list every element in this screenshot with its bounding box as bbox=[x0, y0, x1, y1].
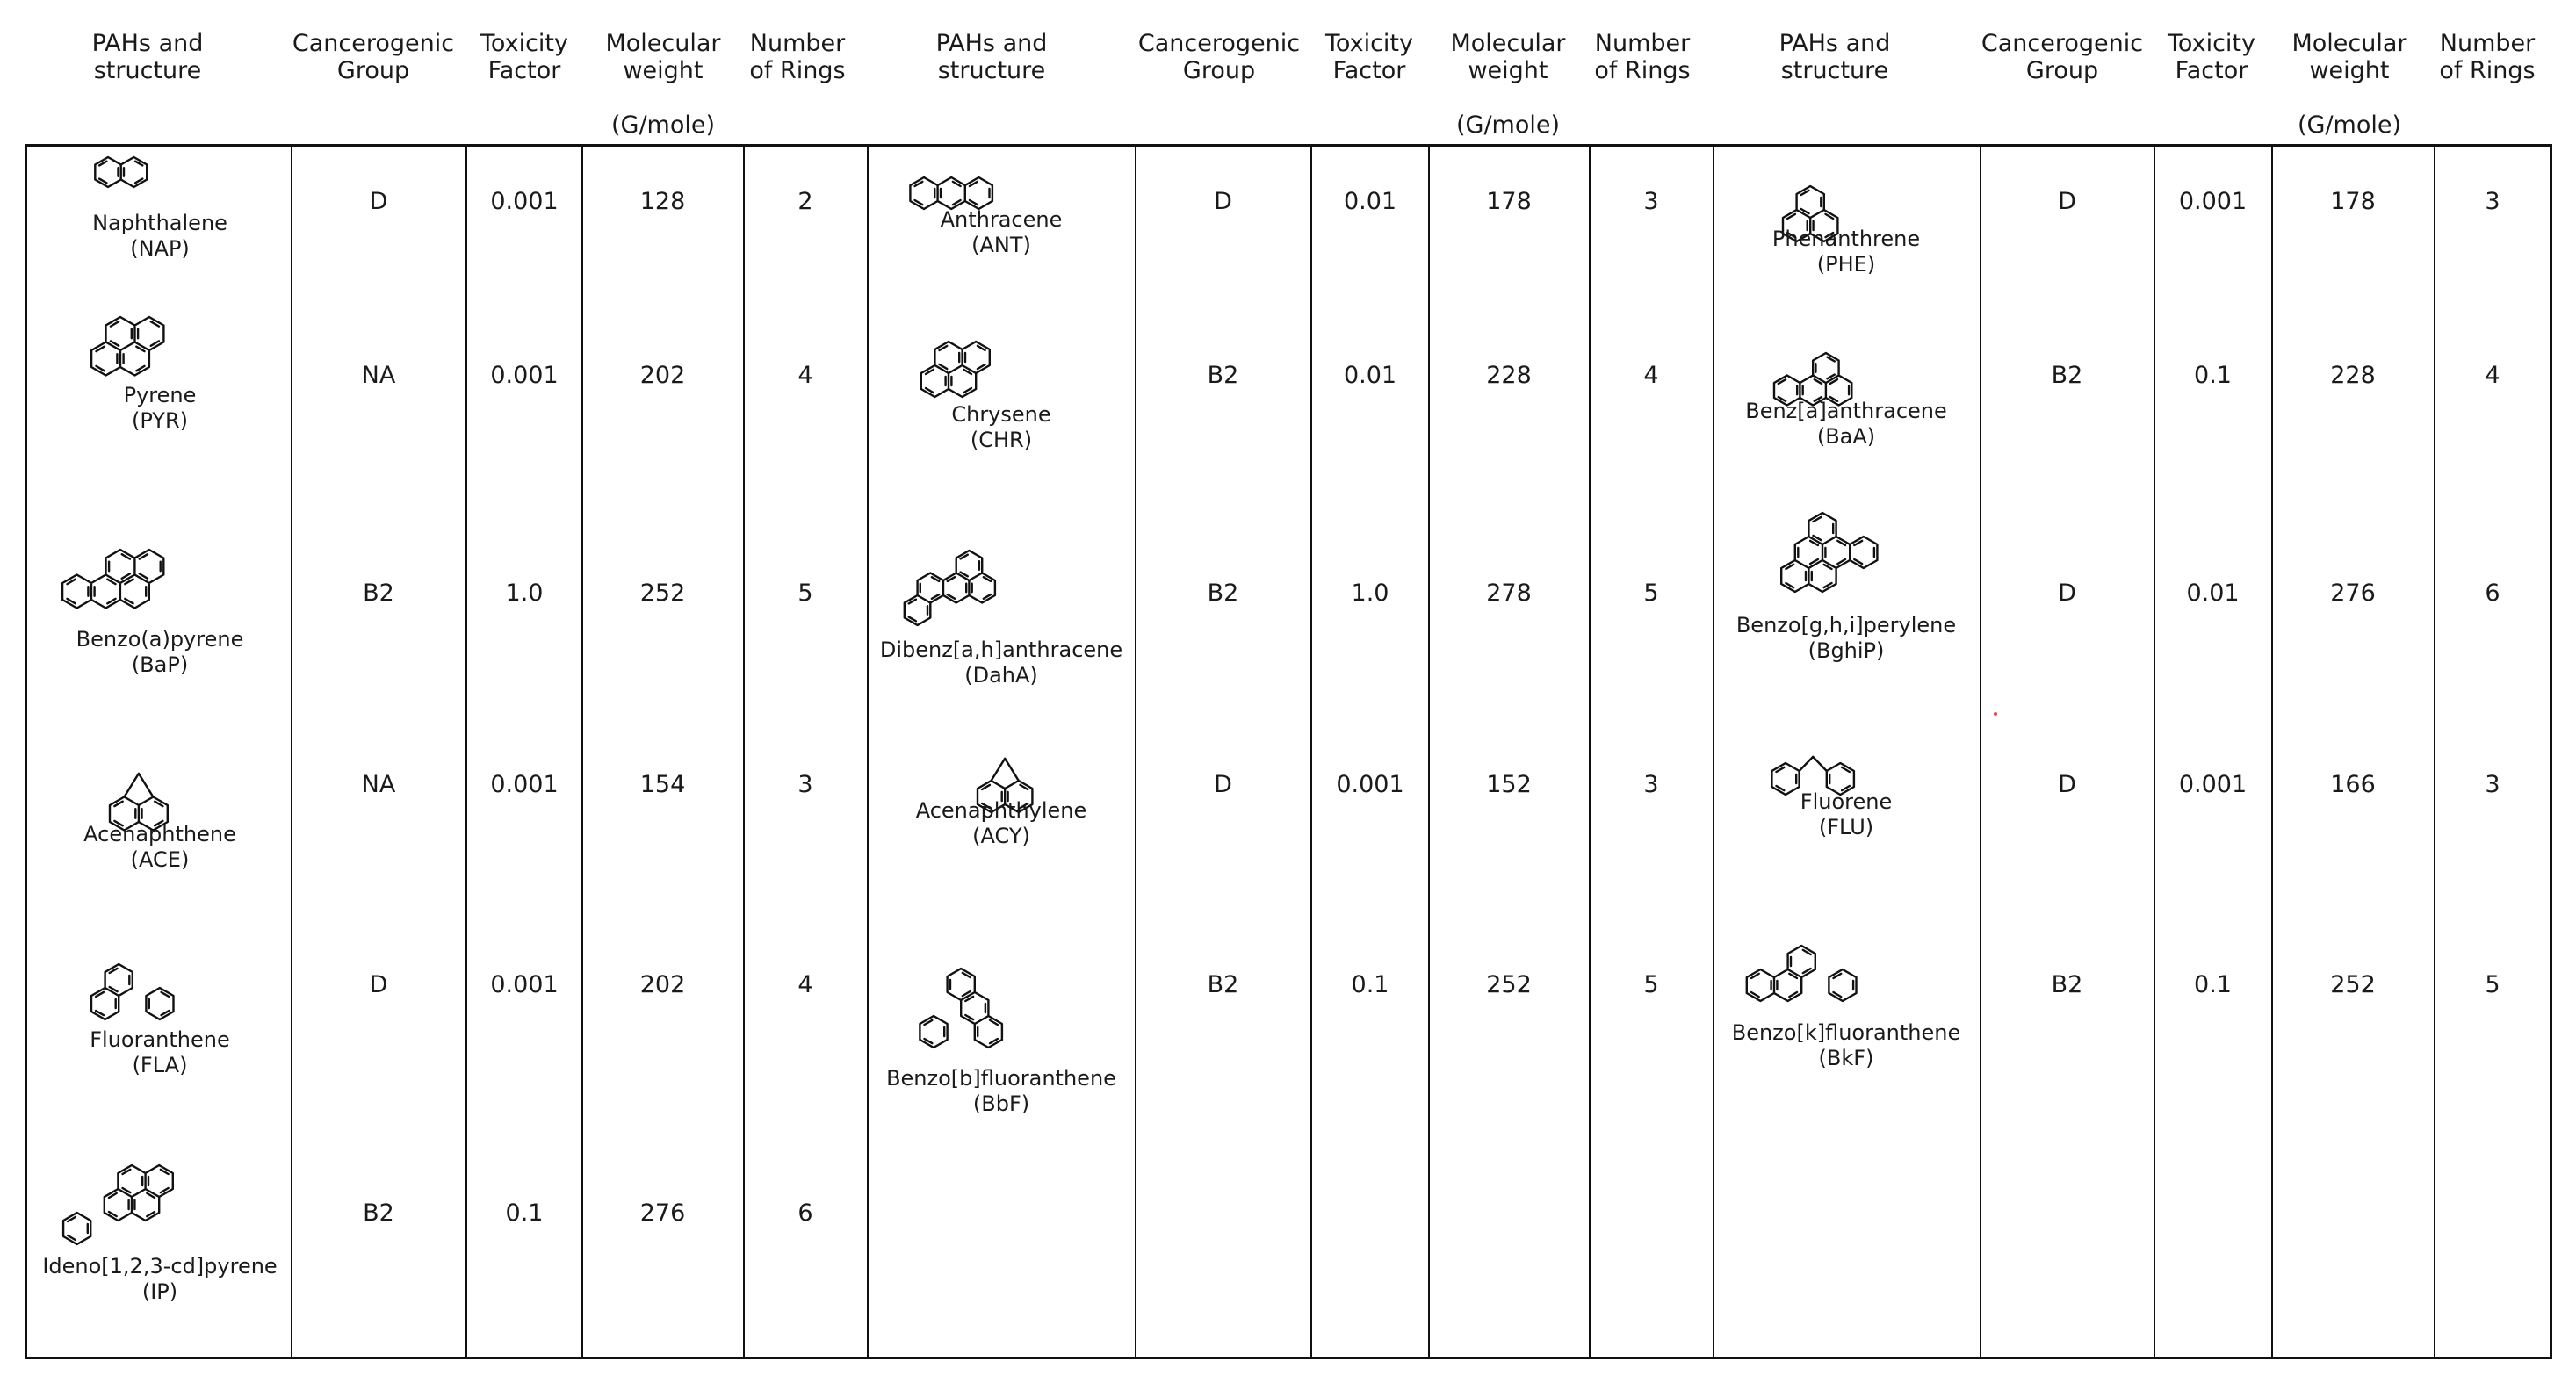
header-text: Group bbox=[1182, 57, 1256, 84]
header-text: Toxicity bbox=[480, 30, 568, 57]
column-divider bbox=[1135, 144, 1136, 1359]
compound-name-label bbox=[869, 207, 1133, 258]
toxicity-factor-cell: 0.1 bbox=[505, 1199, 544, 1227]
fluoranthene-structure-icon bbox=[91, 980, 100, 989]
header-text: of Rings bbox=[2439, 57, 2536, 84]
column-divider bbox=[2271, 144, 2273, 1359]
pyrene-structure-icon bbox=[120, 334, 129, 342]
molecular-weight-cell: 278 bbox=[1486, 580, 1532, 607]
compound-abbreviation: (BghiP) bbox=[1808, 638, 1885, 663]
column-divider bbox=[1589, 144, 1591, 1359]
ring-count-cell: 5 bbox=[797, 580, 813, 607]
header-text: Number bbox=[2439, 30, 2536, 57]
molecular-weight-cell: 276 bbox=[639, 1199, 686, 1227]
header-text: weight bbox=[2309, 57, 2390, 84]
toxicity-factor-cell: 0.001 bbox=[490, 362, 559, 389]
cancerogenic-group-cell: D bbox=[1214, 188, 1232, 215]
compound-name: Benzo(a)pyrene bbox=[76, 627, 244, 652]
toxicity-factor-cell: 0.01 bbox=[1343, 188, 1397, 215]
header-text: Number bbox=[749, 30, 846, 57]
ring-count-cell: 4 bbox=[1643, 362, 1659, 389]
ring-count-cell: 5 bbox=[2485, 971, 2500, 998]
header-text: Molecular bbox=[1450, 30, 1566, 57]
header-text: Toxicity bbox=[2168, 30, 2255, 57]
toxicity-factor-cell: 0.001 bbox=[490, 188, 559, 215]
header-pahs bbox=[42, 30, 253, 84]
toxicity-factor-cell: 0.001 bbox=[490, 771, 559, 798]
ring-count-cell: 4 bbox=[2485, 362, 2500, 389]
compound-abbreviation: (PYR) bbox=[131, 408, 188, 433]
column-divider bbox=[581, 144, 583, 1359]
benzo-ghi-perylene-structure-icon bbox=[1822, 529, 1831, 537]
header-text: Factor bbox=[1332, 57, 1406, 84]
compound-name-label bbox=[1714, 227, 1978, 277]
molecular-weight-cell: 178 bbox=[2330, 188, 2376, 215]
phenanthrene-structure-icon bbox=[1783, 202, 1792, 211]
compound-name-label bbox=[37, 383, 283, 434]
header-toxicity bbox=[2154, 30, 2269, 84]
acenaphthene-structure-icon bbox=[110, 789, 119, 797]
ring-count-cell: 3 bbox=[1643, 188, 1659, 215]
toxicity-factor-cell: 0.001 bbox=[2178, 188, 2248, 215]
toxicity-factor-cell: 0.001 bbox=[490, 971, 559, 998]
ring-count-cell: 6 bbox=[797, 1199, 813, 1227]
cancerogenic-group-cell: NA bbox=[361, 362, 396, 389]
benz-a-anthracene-structure-icon bbox=[1774, 368, 1783, 377]
toxicity-factor-cell: 1.0 bbox=[505, 580, 544, 607]
column-divider bbox=[1310, 144, 1312, 1359]
header-rings bbox=[1585, 30, 1699, 84]
header-toxicity bbox=[1312, 30, 1426, 84]
header-text: PAHs and bbox=[91, 30, 204, 57]
header-group bbox=[1136, 30, 1302, 84]
header-mw bbox=[584, 30, 742, 84]
toxicity-factor-cell: 0.1 bbox=[2194, 362, 2232, 389]
compound-abbreviation: (BaP) bbox=[131, 652, 189, 677]
stray-mark bbox=[1994, 712, 1997, 716]
toxicity-factor-cell: 0.001 bbox=[1336, 771, 1404, 798]
header-text: of Rings bbox=[1594, 57, 1691, 84]
toxicity-factor-cell: 1.0 bbox=[1351, 580, 1389, 607]
cancerogenic-group-cell: D bbox=[2058, 580, 2076, 607]
cancerogenic-group-cell: B2 bbox=[2051, 971, 2083, 998]
fluorene-structure-icon bbox=[1786, 779, 1794, 788]
header-text: Group bbox=[336, 57, 410, 84]
compound-name-label bbox=[869, 1066, 1133, 1117]
column-divider bbox=[465, 144, 467, 1359]
header-toxicity bbox=[467, 30, 581, 84]
compound-name-label bbox=[37, 1027, 283, 1078]
compound-name: Fluoranthene bbox=[90, 1027, 230, 1052]
header-text: Cancerogenic bbox=[292, 30, 455, 57]
column-divider bbox=[1428, 144, 1430, 1359]
compound-name-label bbox=[37, 211, 283, 262]
molecular-weight-cell: 178 bbox=[1486, 188, 1532, 215]
header-text: PAHs and bbox=[935, 30, 1048, 57]
molecular-weight-cell: 252 bbox=[639, 580, 686, 607]
cancerogenic-group-cell: B2 bbox=[1207, 362, 1239, 389]
column-divider bbox=[1713, 144, 1714, 1359]
ring-count-cell: 4 bbox=[797, 971, 813, 998]
compound-name-label bbox=[1714, 399, 1978, 450]
header-pahs bbox=[886, 30, 1097, 84]
header-pahs bbox=[1729, 30, 1940, 84]
cancerogenic-group-cell: B2 bbox=[1207, 971, 1239, 998]
header-rings bbox=[740, 30, 855, 84]
compound-name: Acenaphthylene bbox=[915, 798, 1087, 823]
header-text: weight bbox=[623, 57, 704, 84]
header-text: Toxicity bbox=[1325, 30, 1413, 57]
compound-name-label bbox=[1714, 613, 1978, 664]
compound-abbreviation: (IP) bbox=[141, 1279, 178, 1304]
header-text: Cancerogenic bbox=[1137, 30, 1301, 57]
compound-abbreviation: (BkF) bbox=[1818, 1046, 1874, 1070]
molecular-weight-cell: 128 bbox=[639, 188, 686, 215]
ring-count-cell: 5 bbox=[1643, 971, 1659, 998]
compound-name-label bbox=[869, 402, 1133, 453]
acenaphthylene-structure-icon bbox=[978, 773, 986, 782]
header-mw bbox=[2270, 30, 2428, 84]
naphthalene-structure-icon bbox=[108, 172, 117, 181]
header-text: Factor bbox=[487, 57, 561, 84]
column-divider bbox=[743, 144, 745, 1359]
chrysene-structure-icon bbox=[949, 357, 957, 366]
compound-abbreviation: (DahA) bbox=[964, 663, 1038, 688]
cancerogenic-group-cell: NA bbox=[361, 771, 396, 798]
molecular-weight-cell: 202 bbox=[639, 971, 686, 998]
column-divider bbox=[1980, 144, 1981, 1359]
cancerogenic-group-cell: D bbox=[2058, 771, 2076, 798]
ring-count-cell: 4 bbox=[797, 362, 813, 389]
header-text: Molecular bbox=[2291, 30, 2407, 57]
toxicity-factor-cell: 0.01 bbox=[2186, 580, 2240, 607]
cancerogenic-group-cell: D bbox=[369, 188, 388, 215]
compound-abbreviation: (FLA) bbox=[132, 1053, 188, 1077]
header-mw bbox=[1429, 30, 1587, 84]
anthracene-structure-icon bbox=[924, 193, 933, 202]
molecular-weight-cell: 252 bbox=[1486, 971, 1532, 998]
molecular-weight-cell: 154 bbox=[639, 771, 686, 798]
compound-name-label bbox=[869, 637, 1133, 688]
compound-abbreviation: (NAP) bbox=[130, 236, 190, 261]
header-group bbox=[290, 30, 457, 84]
compound-name: Dibenz[a,h]anthracene bbox=[879, 637, 1123, 662]
compound-name: Chrysene bbox=[951, 402, 1051, 427]
column-divider bbox=[291, 144, 292, 1359]
cancerogenic-group-cell: D bbox=[1214, 771, 1232, 798]
compound-name: Benzo[k]fluoranthene bbox=[1731, 1020, 1961, 1045]
column-divider bbox=[2434, 144, 2435, 1359]
header-mw-unit: (G/mole) bbox=[610, 112, 716, 139]
header-text: PAHs and bbox=[1779, 30, 1891, 57]
compound-name-label bbox=[37, 627, 283, 678]
column-divider bbox=[2154, 144, 2155, 1359]
toxicity-factor-cell: 0.01 bbox=[1343, 362, 1397, 389]
header-text: Group bbox=[2025, 57, 2099, 84]
compound-name-label bbox=[869, 798, 1133, 849]
compound-abbreviation: (CHR) bbox=[970, 428, 1033, 452]
compound-abbreviation: (ANT) bbox=[971, 233, 1031, 257]
compound-name: Benzo[g,h,i]perylene bbox=[1735, 613, 1957, 637]
ring-count-cell: 3 bbox=[2485, 771, 2500, 798]
compound-name: Ideno[1,2,3-cd]pyrene bbox=[42, 1254, 278, 1279]
benzo-k-fluoranthene-structure-icon bbox=[1774, 962, 1783, 970]
benzo-b-fluoranthene-structure-icon bbox=[934, 984, 942, 993]
ring-count-cell: 3 bbox=[2485, 188, 2500, 215]
header-text: Number bbox=[1594, 30, 1691, 57]
compound-abbreviation: (BbF) bbox=[972, 1091, 1030, 1116]
header-text: structure bbox=[1780, 57, 1889, 84]
toxicity-factor-cell: 0.001 bbox=[2178, 771, 2248, 798]
compound-abbreviation: (FLU) bbox=[1818, 815, 1874, 839]
ring-count-cell: 3 bbox=[797, 771, 813, 798]
cancerogenic-group-cell: D bbox=[2058, 188, 2076, 215]
molecular-weight-cell: 276 bbox=[2330, 580, 2376, 607]
cancerogenic-group-cell: B2 bbox=[363, 580, 394, 607]
table-frame bbox=[25, 144, 2552, 1359]
compound-name: Pyrene bbox=[123, 383, 197, 407]
compound-name: Fluorene bbox=[1800, 789, 1893, 814]
molecular-weight-cell: 228 bbox=[2330, 362, 2376, 389]
cancerogenic-group-cell: D bbox=[369, 971, 388, 998]
molecular-weight-cell: 252 bbox=[2330, 971, 2376, 998]
compound-name-label bbox=[1714, 789, 1978, 840]
cancerogenic-group-cell: B2 bbox=[2051, 362, 2083, 389]
compound-name: Naphthalene bbox=[92, 211, 227, 235]
header-mw-unit: (G/mole) bbox=[1455, 112, 1561, 139]
compound-abbreviation: (ACE) bbox=[130, 847, 190, 872]
ring-count-cell: 2 bbox=[797, 188, 813, 215]
molecular-weight-cell: 166 bbox=[2330, 771, 2376, 798]
compound-abbreviation: (ACY) bbox=[972, 824, 1030, 848]
compound-name: Anthracene bbox=[940, 207, 1063, 232]
molecular-weight-cell: 152 bbox=[1486, 771, 1532, 798]
header-text: Factor bbox=[2175, 57, 2248, 84]
compound-name: Acenaphthene bbox=[83, 822, 236, 846]
cancerogenic-group-cell: B2 bbox=[363, 1199, 394, 1227]
compound-name-label bbox=[1714, 1020, 1978, 1071]
ring-count-cell: 3 bbox=[1643, 771, 1659, 798]
column-divider bbox=[867, 144, 869, 1359]
toxicity-factor-cell: 0.1 bbox=[1351, 971, 1389, 998]
compound-name-label bbox=[37, 822, 283, 873]
compound-name: Benzo[b]fluoranthene bbox=[886, 1066, 1116, 1091]
benzo-a-pyrene-structure-icon bbox=[91, 566, 100, 575]
header-rings bbox=[2430, 30, 2544, 84]
header-text: Cancerogenic bbox=[1981, 30, 2144, 57]
header-mw-unit: (G/mole) bbox=[2297, 112, 2402, 139]
compound-name: Benz[a]anthracene bbox=[1745, 399, 1947, 423]
compound-name-label bbox=[37, 1254, 283, 1305]
header-text: Molecular bbox=[605, 30, 721, 57]
dibenz-anthracene-structure-icon bbox=[943, 565, 952, 574]
ring-count-cell: 5 bbox=[1643, 580, 1659, 607]
header-group bbox=[1979, 30, 2146, 84]
header-text: weight bbox=[1468, 57, 1548, 84]
indeno-pyrene-structure-icon bbox=[132, 1181, 141, 1190]
molecular-weight-cell: 228 bbox=[1486, 362, 1532, 389]
toxicity-factor-cell: 0.1 bbox=[2194, 971, 2232, 998]
header-text: structure bbox=[937, 57, 1046, 84]
compound-abbreviation: (BaA) bbox=[1816, 424, 1876, 449]
header-text: structure bbox=[93, 57, 202, 84]
cancerogenic-group-cell: B2 bbox=[1207, 580, 1239, 607]
compound-abbreviation: (PHE) bbox=[1816, 252, 1876, 277]
header-text: of Rings bbox=[749, 57, 846, 84]
ring-count-cell: 6 bbox=[2485, 580, 2500, 607]
compound-name: Phenanthrene bbox=[1771, 227, 1921, 251]
molecular-weight-cell: 202 bbox=[639, 362, 686, 389]
